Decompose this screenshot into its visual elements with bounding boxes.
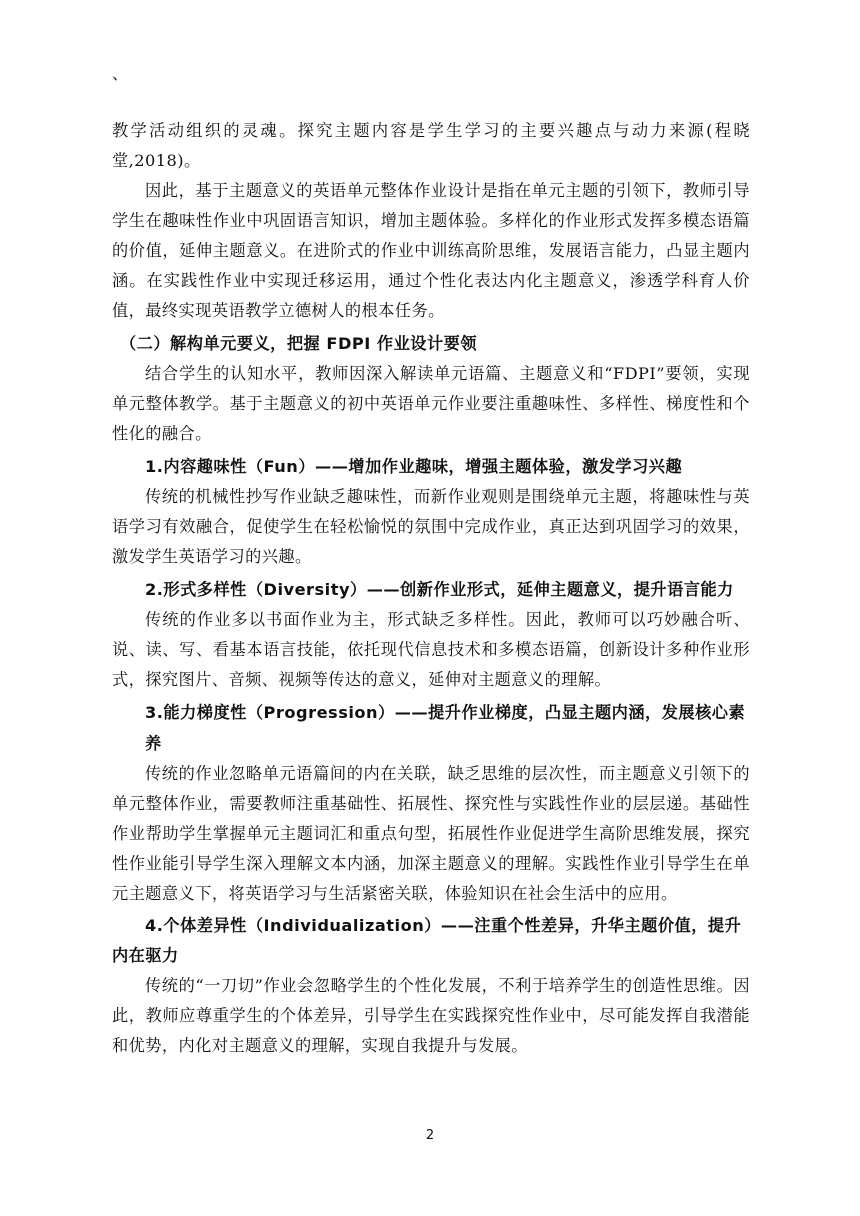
paragraph-individualization: 传统的“一刀切”作业会忽略学生的个性化发展，不利于培养学生的创造性思维。因此，教师应尊重学生的个体差异，引导学生在实践探究性作业中，尽可能发挥自我潜能和优势，内化对主题意义的理解，实现自我提升与发展。 [112,976,750,1055]
paragraph-diversity: 传统的作业多以书面作业为主，形式缺乏多样性。因此，教师可以巧妙融合听、说、读、写、看基本语言技能，依托现代信息技术和多模态语篇，创新设计多种作业形式，探究图片、音频、视频等传达的意义，延伸对主题意义的理解。 [112,610,750,689]
paragraph-3: 结合学生的认知水平，教师因深入解读单元语篇、主题意义和“FDPI”要领，实现单元整体教学。基于主题意义的初中英语单元作业要注重趣味性、多样性、梯度性和个性化的融合。 [112,364,750,443]
section-heading: （二）解构单元要义，把握 FDPI 作业设计要领 [120,334,478,353]
subheading-individualization: 4.个体差异性（Individualization）——注重个性差异，升华主题价值，提升内在驱力 [112,916,742,965]
page-number: 2 [425,1128,435,1143]
paragraph-fun: 传统的机械性抄写作业缺乏趣味性，而新作业观则是围绕单元主题，将趣味性与英语学习有效融合，促使学生在轻松愉悦的氛围中完成作业，真正达到巩固学习的效果，激发学生英语学习的兴趣。 [112,487,750,566]
paragraph-1: 教学活动组织的灵魂。探究主题内容是学生学习的主要兴趣点与动力来源(程晓堂,2018)。 [112,121,750,170]
subheading-progression: 3.能力梯度性（Progression）——提升作业梯度，凸显主题内涵，发展核心素养 [145,703,746,753]
document-body [112,116,750,1061]
top-mark: 、 [112,64,129,83]
paragraph-2: 因此，基于主题意义的英语单元整体作业设计是指在单元主题的引领下，教师引导学生在趣味性作业中巩固语言知识，增加主题体验。多样化的作业形式发挥多模态语篇的价值，延伸主题意义。在进阶式的作业中训练高阶思维，发展语言能力，凸显主题内涵。在实践性作业中实现迁移运用，通过个性化表达内化主题意义，渗透学科育人价值，最终实现英语教学立德树人的根本任务。 [112,181,750,320]
subheading-diversity: 2.形式多样性（Diversity）——创新作业形式，延伸主题意义，提升语言能力 [145,580,734,599]
subheading-fun: 1.内容趣味性（Fun）——增加作业趣味，增强主题体验，激发学习兴趣 [145,457,683,476]
paragraph-progression: 传统的作业忽略单元语篇间的内在关联，缺乏思维的层次性，而主题意义引领下的单元整体作业，需要教师注重基础性、拓展性、探究性与实践性作业的层层递。基础性作业帮助学生掌握单元主题词汇和重点句型，拓展性作业促进学生高阶思维发展，探究性作业能引导学生深入理解文本内涵，加深主题意义的理解。实践性作业引导学生在单元主题意义下，将英语学习与生活紧密关联，体验知识在社会生活中的应用。 [112,764,750,903]
